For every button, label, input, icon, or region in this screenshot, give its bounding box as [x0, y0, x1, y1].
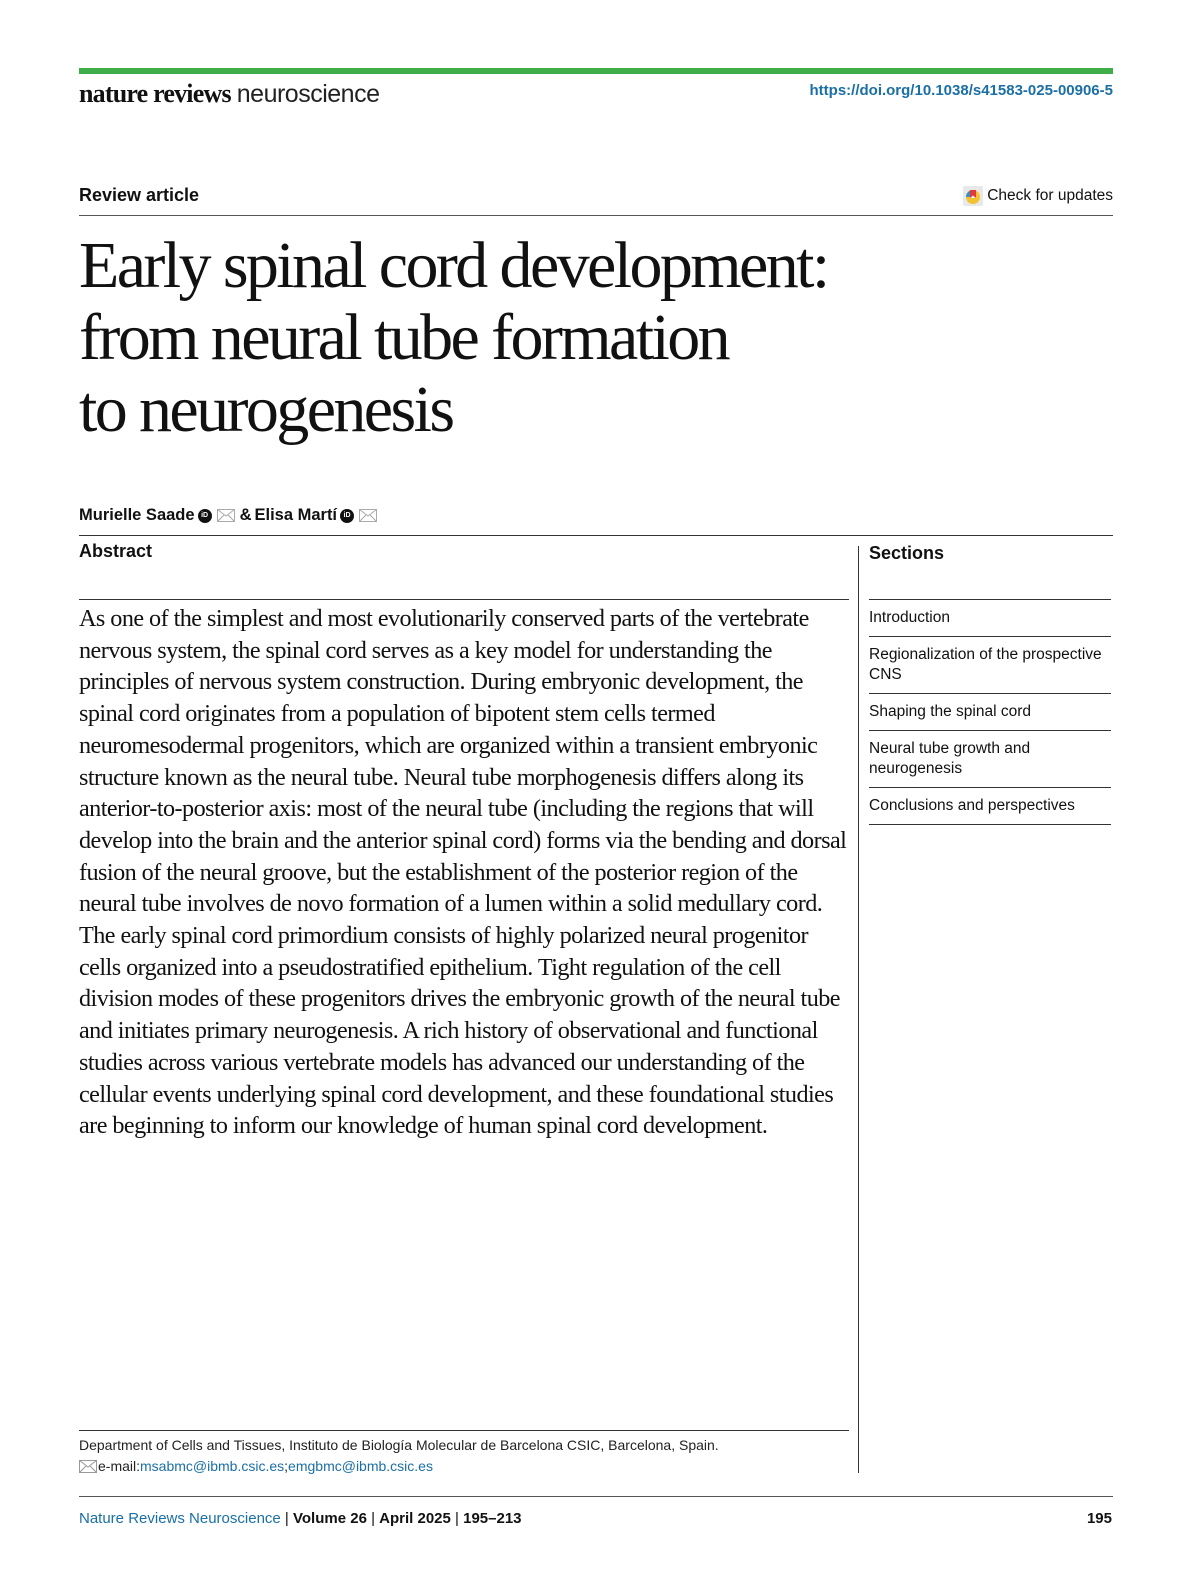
orcid-icon[interactable]: iD	[198, 509, 212, 523]
column-divider	[858, 546, 859, 1473]
author-separator: &	[239, 506, 252, 524]
section-link-introduction[interactable]: Introduction	[869, 599, 1111, 636]
title-line: from neural tube formation	[79, 301, 728, 374]
email-line	[79, 1458, 433, 1474]
journal-accent-bar	[79, 68, 1113, 74]
footer-date: April 2025	[379, 1510, 451, 1527]
page-number: 195	[1086, 1510, 1112, 1527]
footer-pages: 195–213	[463, 1510, 522, 1527]
title-line: Early spinal cord development:	[79, 229, 828, 302]
sections-nav	[869, 599, 1111, 825]
section-link-conclusions[interactable]: Conclusions and perspectives	[869, 787, 1111, 825]
section-link-regionalization[interactable]: Regionalization of the prospective CNS	[869, 636, 1111, 693]
envelope-icon[interactable]	[217, 509, 235, 522]
masthead-brand: nature reviews	[79, 79, 231, 108]
check-for-updates-button[interactable]	[963, 186, 1113, 206]
affiliation-text: Department of Cells and Tissues, Instituto de Biología Molecular de Barcelona CSIC, Barcelona, Spain.	[79, 1437, 719, 1453]
footer-separator: |	[450, 1510, 464, 1527]
doi-link[interactable]: https://doi.org/10.1038/s41583-025-00906-5	[809, 82, 1113, 99]
footer-divider	[79, 1496, 1113, 1497]
email-link-marti[interactable]: emgbmc@ibmb.csic.es	[288, 1458, 433, 1474]
envelope-icon	[79, 1460, 97, 1473]
footer-separator: |	[280, 1510, 293, 1527]
orcid-icon[interactable]: iD	[340, 509, 354, 523]
author-list	[79, 506, 379, 525]
footer-volume: Volume 26	[293, 1510, 367, 1527]
abstract-text: As one of the simplest and most evolutionarily conserved parts of the vertebrate nervous system, the spinal cord serves as a key model for understanding the principles of nervous system construction. During embryonic development, the spinal cord originates from a population of bipotent stem cells termed neuromesodermal progenitors, which are organized within a transient embryonic structure known as the neural tube. Neural tube morphogenesis differs along its anterior-to-posterior axis: most of the neural tube (including the regions that will develop into the brain and the anterior spinal cord) forms via the bending and dorsal fusion of the neural groove, but the establishment of the posterior region of the neural tube involves de novo formation of a lumen within a solid medullary cord. The early spinal cord primordium consists of highly polarized neural progenitor cells organized into a pseudostratified epithelium. Tight regulation of the cell division modes of these progenitors drives the embryonic growth of the neural tube and initiates primary neurogenesis. A rich history of observational and functional studies across various vertebrate models has advanced our understanding of the cellular events underlying spinal cord development, and these foundational studies are beginning to inform our knowledge of human spinal cord development.	[79, 605, 847, 1140]
footer-citation	[79, 1510, 522, 1527]
crossmark-icon	[963, 186, 983, 206]
envelope-icon[interactable]	[359, 509, 377, 522]
section-link-shaping[interactable]: Shaping the spinal cord	[869, 693, 1111, 730]
email-separator: ;	[284, 1458, 289, 1474]
article-type-label: Review article	[79, 185, 200, 205]
masthead-journal: neuroscience	[236, 80, 380, 108]
email-link-saade[interactable]: msabmc@ibmb.csic.es	[140, 1458, 285, 1474]
section-link-neural-tube-growth[interactable]: Neural tube growth and neurogenesis	[869, 730, 1111, 787]
title-line: to neurogenesis	[79, 373, 453, 446]
author-name[interactable]: Elisa Martí	[254, 506, 338, 524]
footer-separator: |	[366, 1510, 380, 1527]
header-divider	[79, 215, 1113, 216]
sections-heading: Sections	[869, 543, 945, 563]
authors-divider	[79, 535, 1113, 536]
footer-journal-link[interactable]: Nature Reviews Neuroscience	[79, 1510, 281, 1527]
abstract-divider	[79, 599, 849, 600]
email-label: e-mail:	[98, 1458, 141, 1474]
journal-masthead	[79, 78, 379, 109]
abstract-heading: Abstract	[79, 541, 153, 561]
affiliation-divider	[79, 1430, 849, 1431]
author-name[interactable]: Murielle Saade	[79, 506, 195, 524]
article-title	[79, 230, 1029, 446]
check-for-updates-label: Check for updates	[987, 187, 1113, 204]
